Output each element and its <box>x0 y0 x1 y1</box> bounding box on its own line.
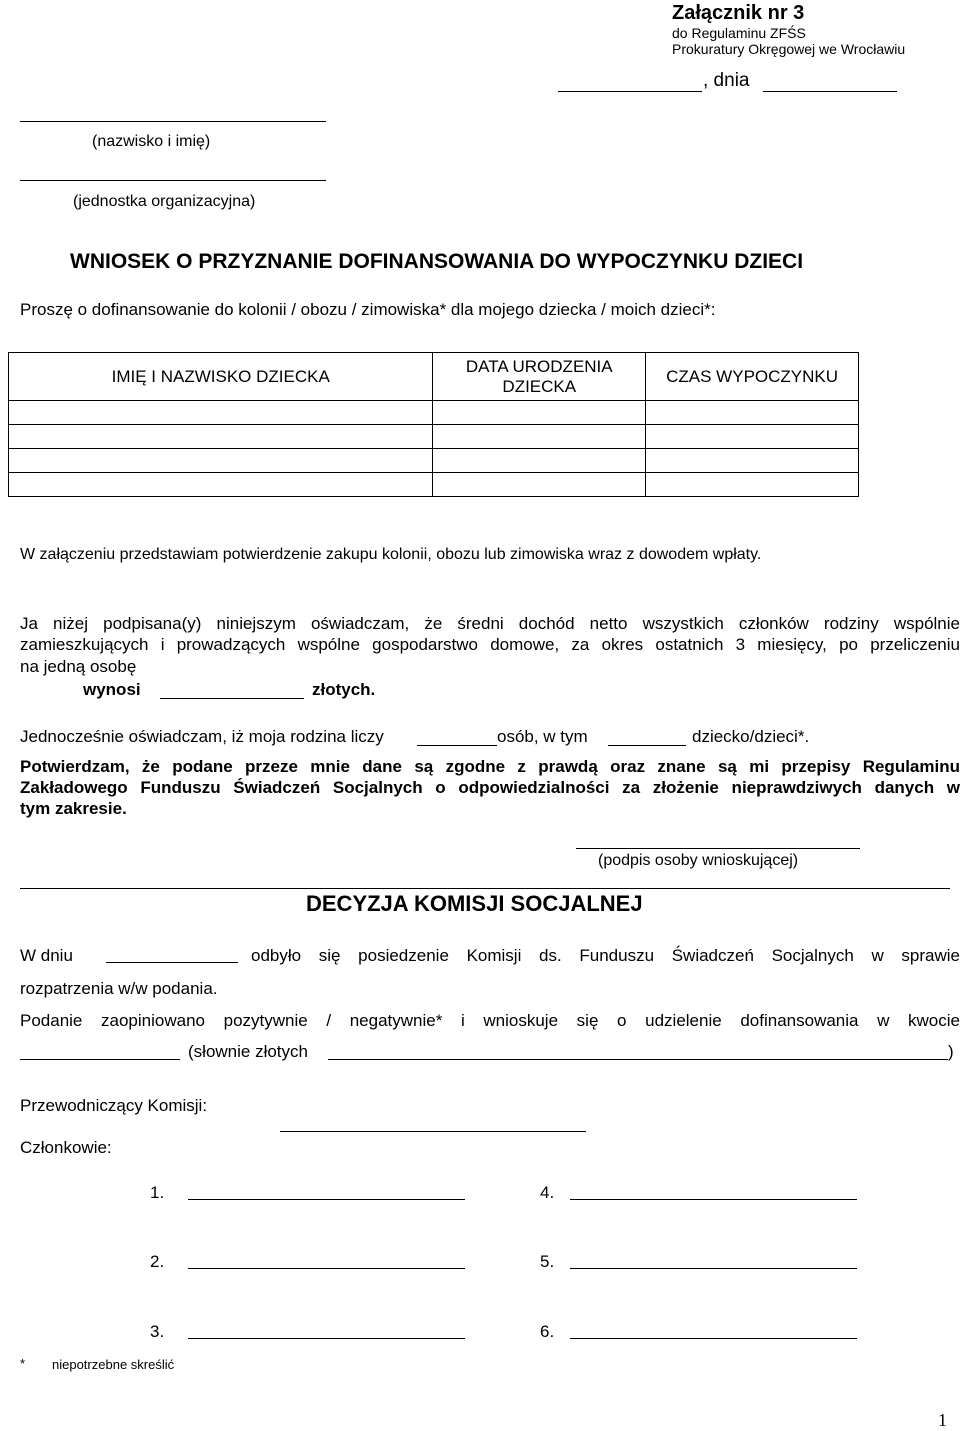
attachment-text: W załączeniu przedstawiam potwierdzenie zakupu kolonii, obozu lub zimowiska wraz z dowodem wpłaty. <box>20 546 762 563</box>
declaration-line-2: zamieszkujących i prowadzących wspólne gospodarstwo domowe, za okres ostatnich 3 miesięcy, po przeliczeniu <box>20 635 960 654</box>
family-text-a: Jednocześnie oświadczam, iż moja rodzina liczy <box>20 727 384 746</box>
children-table <box>8 352 859 497</box>
table-cell[interactable] <box>646 473 859 497</box>
member-6-number: 6. <box>540 1322 555 1341</box>
meeting-text-2: rozpatrzenia w/w podania. <box>20 979 218 998</box>
member-5-number: 5. <box>540 1252 555 1271</box>
w-dniu-label: W dniu <box>20 946 73 965</box>
table-cell[interactable] <box>433 449 646 473</box>
member-1-number: 1. <box>150 1183 165 1202</box>
member-4-number: 4. <box>540 1183 555 1202</box>
footnote-mark: * <box>20 1356 26 1371</box>
chair-label: Przewodniczący Komisji: <box>20 1096 208 1115</box>
table-cell[interactable] <box>9 425 433 449</box>
unit-caption: (jednostka organizacyjna) <box>73 193 256 210</box>
table-row <box>9 425 859 449</box>
unit-field[interactable] <box>20 180 326 181</box>
members-label: Członkowie: <box>20 1138 112 1157</box>
col-header-birthdate <box>433 353 646 401</box>
table-row <box>9 401 859 425</box>
member-1-field[interactable] <box>188 1199 465 1200</box>
table-cell[interactable] <box>646 449 859 473</box>
attachment-subtitle-2: Prokuratury Okręgowej we Wrocławiu <box>672 41 906 57</box>
page-number: 1 <box>938 1410 947 1430</box>
name-field[interactable] <box>20 121 326 122</box>
table-cell[interactable] <box>9 449 433 473</box>
wynosi-label: wynosi <box>83 680 141 699</box>
opinion-line: Podanie zaopiniowano pozytywnie / negatywnie* i wnioskuje się o udzielenie dofinansowania w kwocie <box>20 1011 960 1030</box>
col-header-duration: CZAS WYPOCZYNKU <box>646 353 859 401</box>
table-row <box>9 473 859 497</box>
table-cell[interactable] <box>433 473 646 497</box>
chair-signature-field[interactable] <box>280 1131 586 1132</box>
dnia-label: , dnia <box>703 70 750 91</box>
family-count-field[interactable] <box>417 745 497 746</box>
close-paren: ) <box>948 1042 954 1061</box>
table-cell[interactable] <box>433 401 646 425</box>
member-3-field[interactable] <box>188 1338 465 1339</box>
meeting-date-field[interactable] <box>106 962 238 963</box>
signature-caption: (podpis osoby wnioskującej) <box>598 852 799 869</box>
request-text: Proszę o dofinansowanie do kolonii / obozu / zimowiska* dla mojego dziecka / moich dzieci*: <box>20 300 716 319</box>
amount-words-field[interactable] <box>328 1059 948 1060</box>
member-2-number: 2. <box>150 1252 165 1271</box>
date-field[interactable] <box>763 91 897 92</box>
form-title: WNIOSEK O PRZYZNANIE DOFINANSOWANIA DO WYPOCZYNKU DZIECI <box>70 250 804 273</box>
attachment-title: Załącznik nr 3 <box>672 2 805 24</box>
amount-field[interactable] <box>20 1059 180 1060</box>
table-cell[interactable] <box>646 425 859 449</box>
attachment-subtitle-1: do Regulaminu ZFŚS <box>672 25 806 41</box>
member-4-field[interactable] <box>570 1199 857 1200</box>
footnote-text: niepotrzebne skreślić <box>52 1357 175 1372</box>
table-cell[interactable] <box>433 425 646 449</box>
col-header-name: IMIĘ I NAZWISKO DZIECKA <box>9 353 433 401</box>
table-row <box>9 449 859 473</box>
meeting-text: odbyło się posiedzenie Komisji ds. Funduszu Świadczeń Socjalnych w sprawie <box>251 946 960 965</box>
col-header-birthdate-line2: DZIECKA <box>502 376 577 396</box>
declaration-line-3: na jedną osobę <box>20 657 137 676</box>
table-cell[interactable] <box>9 401 433 425</box>
col-header-birthdate-line1: DATA URODZENIA <box>465 356 613 376</box>
member-6-field[interactable] <box>570 1338 857 1339</box>
family-text-c: dziecko/dzieci*. <box>692 727 810 746</box>
table-header-row <box>9 353 859 401</box>
family-text-b: osób, w tym <box>497 727 588 746</box>
member-2-field[interactable] <box>188 1268 465 1269</box>
confirmation-line-1: Potwierdzam, że podane przeze mnie dane są zgodne z prawdą oraz znane są mi przepisy Regulaminu <box>20 757 960 776</box>
children-count-field[interactable] <box>608 745 686 746</box>
confirmation-line-2: Zakładowego Funduszu Świadczeń Socjalnych o odpowiedzialności za złożenie nieprawdziwych danych w <box>20 778 960 797</box>
table-cell[interactable] <box>646 401 859 425</box>
income-field[interactable] <box>160 698 304 699</box>
table-cell[interactable] <box>9 473 433 497</box>
section-divider <box>20 888 950 889</box>
confirmation-line-3: tym zakresie. <box>20 799 127 818</box>
name-caption: (nazwisko i imię) <box>92 133 211 150</box>
place-field[interactable] <box>558 91 702 92</box>
zlotych-label: złotych. <box>312 680 376 699</box>
decision-title: DECYZJA KOMISJI SOCJALNEJ <box>306 891 643 916</box>
slownie-label: (słownie złotych <box>188 1042 308 1061</box>
signature-field[interactable] <box>576 848 860 849</box>
member-5-field[interactable] <box>570 1268 857 1269</box>
declaration-line-1: Ja niżej podpisana(y) niniejszym oświadczam, że średni dochód netto wszystkich członków rodziny wspólnie <box>20 614 960 633</box>
member-3-number: 3. <box>150 1322 165 1341</box>
